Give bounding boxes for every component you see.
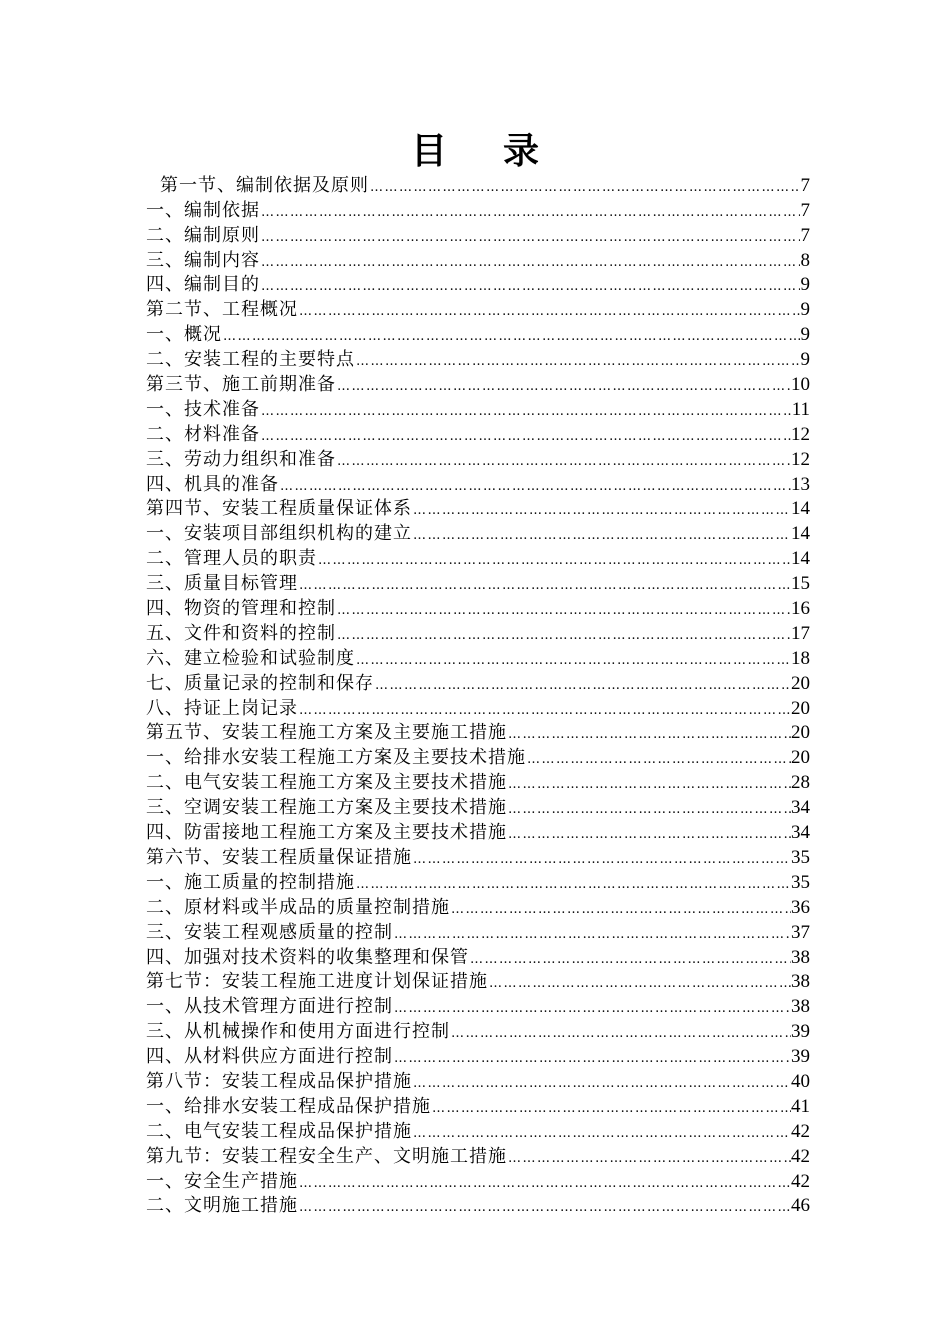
toc-entry-page: 12 xyxy=(791,423,810,445)
toc-entry-page: 14 xyxy=(791,548,810,570)
toc-entry[interactable] xyxy=(146,248,810,273)
toc-entry-label: 第七节：安装工程施工进度计划保证措施 xyxy=(146,971,488,993)
toc-dot-leader xyxy=(488,974,791,994)
toc-dot-leader xyxy=(507,800,791,820)
toc-entry[interactable] xyxy=(146,621,810,646)
toc-entry[interactable] xyxy=(146,994,810,1019)
toc-entry[interactable] xyxy=(146,795,810,820)
toc-entry[interactable] xyxy=(146,447,810,472)
toc-entry[interactable] xyxy=(146,721,810,746)
toc-entry-label: 一、给排水安装工程施工方案及主要技术措施 xyxy=(146,747,526,769)
toc-entry[interactable] xyxy=(146,1094,810,1119)
toc-entry-label: 一、编制依据 xyxy=(146,199,260,221)
toc-dot-leader xyxy=(507,825,791,845)
toc-entry[interactable] xyxy=(146,745,810,770)
toc-dot-leader xyxy=(412,501,791,521)
toc-entry-label: 第四节、安装工程质量保证体系 xyxy=(146,498,412,520)
toc-entry-page: 34 xyxy=(791,797,810,819)
toc-entry-label: 四、加强对技术资料的收集整理和保管 xyxy=(146,946,469,968)
toc-entry-label: 二、材料准备 xyxy=(146,423,260,445)
toc-entry[interactable] xyxy=(146,945,810,970)
toc-dot-leader xyxy=(279,477,791,497)
toc-entry-label: 第八节：安装工程成品保护措施 xyxy=(146,1070,412,1092)
toc-entry[interactable] xyxy=(146,671,810,696)
toc-dot-leader xyxy=(526,750,791,770)
toc-entry-label: 二、文明施工措施 xyxy=(146,1195,298,1217)
toc-dot-leader xyxy=(469,950,791,970)
toc-entry-label: 七、质量记录的控制和保存 xyxy=(146,672,374,694)
toc-entry-page: 35 xyxy=(791,846,810,868)
toc-entry-label: 三、质量目标管理 xyxy=(146,573,298,595)
toc-entry-label: 第九节：安装工程安全生产、文明施工措施 xyxy=(146,1145,507,1167)
toc-entry[interactable] xyxy=(146,571,810,596)
toc-entry[interactable] xyxy=(146,223,810,248)
toc-entry-page: 7 xyxy=(800,174,810,196)
toc-dot-leader xyxy=(298,1174,791,1194)
toc-entry-label: 一、安装项目部组织机构的建立 xyxy=(146,523,412,545)
toc-entry-label: 三、空调安装工程施工方案及主要技术措施 xyxy=(146,797,507,819)
toc-entry-page: 10 xyxy=(791,374,810,396)
toc-entry-page: 9 xyxy=(800,324,810,346)
toc-entry-page: 18 xyxy=(791,647,810,669)
toc-entry-page: 38 xyxy=(791,996,810,1018)
toc-dot-leader xyxy=(317,551,791,571)
toc-entry[interactable] xyxy=(146,820,810,845)
toc-entry-label: 第六节、安装工程质量保证措施 xyxy=(146,846,412,868)
toc-dot-leader xyxy=(336,377,791,397)
toc-entry[interactable] xyxy=(146,198,810,223)
toc-entry-label: 第五节、安装工程施工方案及主要施工措施 xyxy=(146,722,507,744)
toc-entry-page: 8 xyxy=(800,249,810,271)
toc-entry-label: 一、技术准备 xyxy=(146,398,260,420)
toc-dot-leader xyxy=(336,626,791,646)
toc-entry-page: 11 xyxy=(791,398,810,420)
toc-entry[interactable] xyxy=(146,596,810,621)
toc-entry[interactable] xyxy=(146,646,810,671)
toc-entry-page: 35 xyxy=(791,871,810,893)
toc-entry-page: 37 xyxy=(791,921,810,943)
toc-entry[interactable] xyxy=(146,1144,810,1169)
toc-dot-leader xyxy=(260,203,800,223)
toc-entry[interactable] xyxy=(146,1044,810,1069)
toc-entry-page: 46 xyxy=(791,1195,810,1217)
toc-entry-page: 20 xyxy=(791,722,810,744)
toc-entry[interactable] xyxy=(146,173,810,198)
toc-entry[interactable] xyxy=(146,770,810,795)
toc-entry[interactable] xyxy=(146,322,810,347)
toc-dot-leader xyxy=(393,999,791,1019)
toc-dot-leader xyxy=(412,1074,791,1094)
toc-dot-leader xyxy=(298,1198,791,1218)
toc-entry-page: 39 xyxy=(791,1021,810,1043)
toc-entry-page: 42 xyxy=(791,1170,810,1192)
toc-dot-leader xyxy=(260,228,800,248)
toc-entry[interactable] xyxy=(146,546,810,571)
toc-entry-label: 三、安装工程观感质量的控制 xyxy=(146,921,393,943)
toc-entry-page: 38 xyxy=(791,946,810,968)
toc-entry-page: 14 xyxy=(791,498,810,520)
toc-dot-leader xyxy=(450,1024,791,1044)
toc-dot-leader xyxy=(355,352,800,372)
toc-dot-leader xyxy=(336,601,791,621)
toc-entry-page: 13 xyxy=(791,473,810,495)
toc-dot-leader xyxy=(507,725,791,745)
toc-entry-label: 一、安全生产措施 xyxy=(146,1170,298,1192)
toc-dot-leader xyxy=(369,178,800,198)
toc-entry-page: 9 xyxy=(800,349,810,371)
toc-entry-page: 34 xyxy=(791,822,810,844)
toc-entry-label: 二、管理人员的职责 xyxy=(146,548,317,570)
toc-entry[interactable] xyxy=(146,273,810,298)
toc-dot-leader xyxy=(298,302,800,322)
toc-entry[interactable] xyxy=(146,696,810,721)
toc-dot-leader xyxy=(450,900,791,920)
toc-dot-leader xyxy=(374,676,791,696)
toc-entry[interactable] xyxy=(146,1119,810,1144)
toc-entry-page: 20 xyxy=(791,747,810,769)
toc-entry-label: 二、原材料或半成品的质量控制措施 xyxy=(146,896,450,918)
toc-entry[interactable] xyxy=(146,297,810,322)
toc-entry-page: 16 xyxy=(791,598,810,620)
toc-entry-label: 四、物资的管理和控制 xyxy=(146,598,336,620)
toc-entry-label: 三、从机械操作和使用方面进行控制 xyxy=(146,1021,450,1043)
toc-dot-leader xyxy=(393,1049,791,1069)
toc-entry-label: 四、防雷接地工程施工方案及主要技术措施 xyxy=(146,822,507,844)
toc-entry[interactable] xyxy=(146,497,810,522)
toc-entry-page: 14 xyxy=(791,523,810,545)
toc-title: 目录 xyxy=(410,130,595,172)
toc-entry-label: 三、编制内容 xyxy=(146,249,260,271)
toc-entry[interactable] xyxy=(146,970,810,995)
toc-entry-label: 第三节、施工前期准备 xyxy=(146,374,336,396)
toc-entry-label: 二、安装工程的主要特点 xyxy=(146,349,355,371)
toc-entry[interactable] xyxy=(146,1194,810,1219)
toc-entry-page: 28 xyxy=(791,772,810,794)
toc-entry-label: 八、持证上岗记录 xyxy=(146,697,298,719)
toc-entry-label: 一、概况 xyxy=(146,324,222,346)
toc-dot-leader xyxy=(355,875,791,895)
toc-dot-leader xyxy=(412,850,791,870)
toc-entry-page: 12 xyxy=(791,448,810,470)
toc-entry-page: 42 xyxy=(791,1145,810,1167)
toc-entry[interactable] xyxy=(146,845,810,870)
toc-dot-leader xyxy=(355,651,791,671)
toc-entry-label: 一、给排水安装工程成品保护措施 xyxy=(146,1095,431,1117)
toc-entry[interactable] xyxy=(146,870,810,895)
toc-dot-leader xyxy=(260,277,800,297)
toc-entry-label: 二、电气安装工程成品保护措施 xyxy=(146,1120,412,1142)
toc-entry-label: 六、建立检验和试验制度 xyxy=(146,647,355,669)
toc-entry-label: 一、从技术管理方面进行控制 xyxy=(146,996,393,1018)
toc-entry-label: 一、施工质量的控制措施 xyxy=(146,871,355,893)
toc-dot-leader xyxy=(412,1124,791,1144)
toc-dot-leader xyxy=(260,253,800,273)
toc-dot-leader xyxy=(412,526,791,546)
toc-entry-page: 39 xyxy=(791,1046,810,1068)
toc-entry-label: 五、文件和资料的控制 xyxy=(146,622,336,644)
toc-entry-label: 二、电气安装工程施工方案及主要技术措施 xyxy=(146,772,507,794)
toc-entry-page: 36 xyxy=(791,896,810,918)
toc-entry-label: 二、编制原则 xyxy=(146,224,260,246)
toc-entry-page: 7 xyxy=(800,224,810,246)
table-of-contents xyxy=(146,173,810,1218)
toc-entry-label: 第一节、编制依据及原则 xyxy=(160,174,369,196)
toc-entry-label: 四、从材料供应方面进行控制 xyxy=(146,1046,393,1068)
toc-dot-leader xyxy=(222,327,800,347)
toc-entry[interactable] xyxy=(146,347,810,372)
toc-entry-page: 9 xyxy=(800,274,810,296)
toc-dot-leader xyxy=(336,452,791,472)
toc-dot-leader xyxy=(431,1099,791,1119)
toc-entry[interactable] xyxy=(146,422,810,447)
toc-dot-leader xyxy=(260,402,792,422)
toc-entry-page: 20 xyxy=(791,697,810,719)
toc-entry-page: 42 xyxy=(791,1120,810,1142)
toc-entry-page: 40 xyxy=(791,1070,810,1092)
toc-entry-page: 38 xyxy=(791,971,810,993)
toc-entry-page: 9 xyxy=(800,299,810,321)
toc-entry[interactable] xyxy=(146,895,810,920)
toc-entry-page: 20 xyxy=(791,672,810,694)
toc-dot-leader xyxy=(298,576,791,596)
toc-dot-leader xyxy=(507,775,791,795)
toc-entry[interactable] xyxy=(146,1169,810,1194)
toc-entry-label: 第二节、工程概况 xyxy=(146,299,298,321)
toc-entry-page: 41 xyxy=(791,1095,810,1117)
toc-entry[interactable] xyxy=(146,397,810,422)
toc-entry[interactable] xyxy=(146,472,810,497)
toc-entry-label: 四、机具的准备 xyxy=(146,473,279,495)
toc-entry-label: 四、编制目的 xyxy=(146,274,260,296)
toc-entry-page: 17 xyxy=(791,622,810,644)
toc-entry-label: 三、劳动力组织和准备 xyxy=(146,448,336,470)
toc-entry[interactable] xyxy=(146,1069,810,1094)
toc-entry[interactable] xyxy=(146,372,810,397)
toc-dot-leader xyxy=(507,1149,791,1169)
toc-entry-page: 15 xyxy=(791,573,810,595)
toc-entry-page: 7 xyxy=(800,199,810,221)
toc-dot-leader xyxy=(298,701,791,721)
toc-entry[interactable] xyxy=(146,1019,810,1044)
toc-entry[interactable] xyxy=(146,920,810,945)
toc-dot-leader xyxy=(393,925,791,945)
toc-entry[interactable] xyxy=(146,521,810,546)
toc-dot-leader xyxy=(260,427,791,447)
